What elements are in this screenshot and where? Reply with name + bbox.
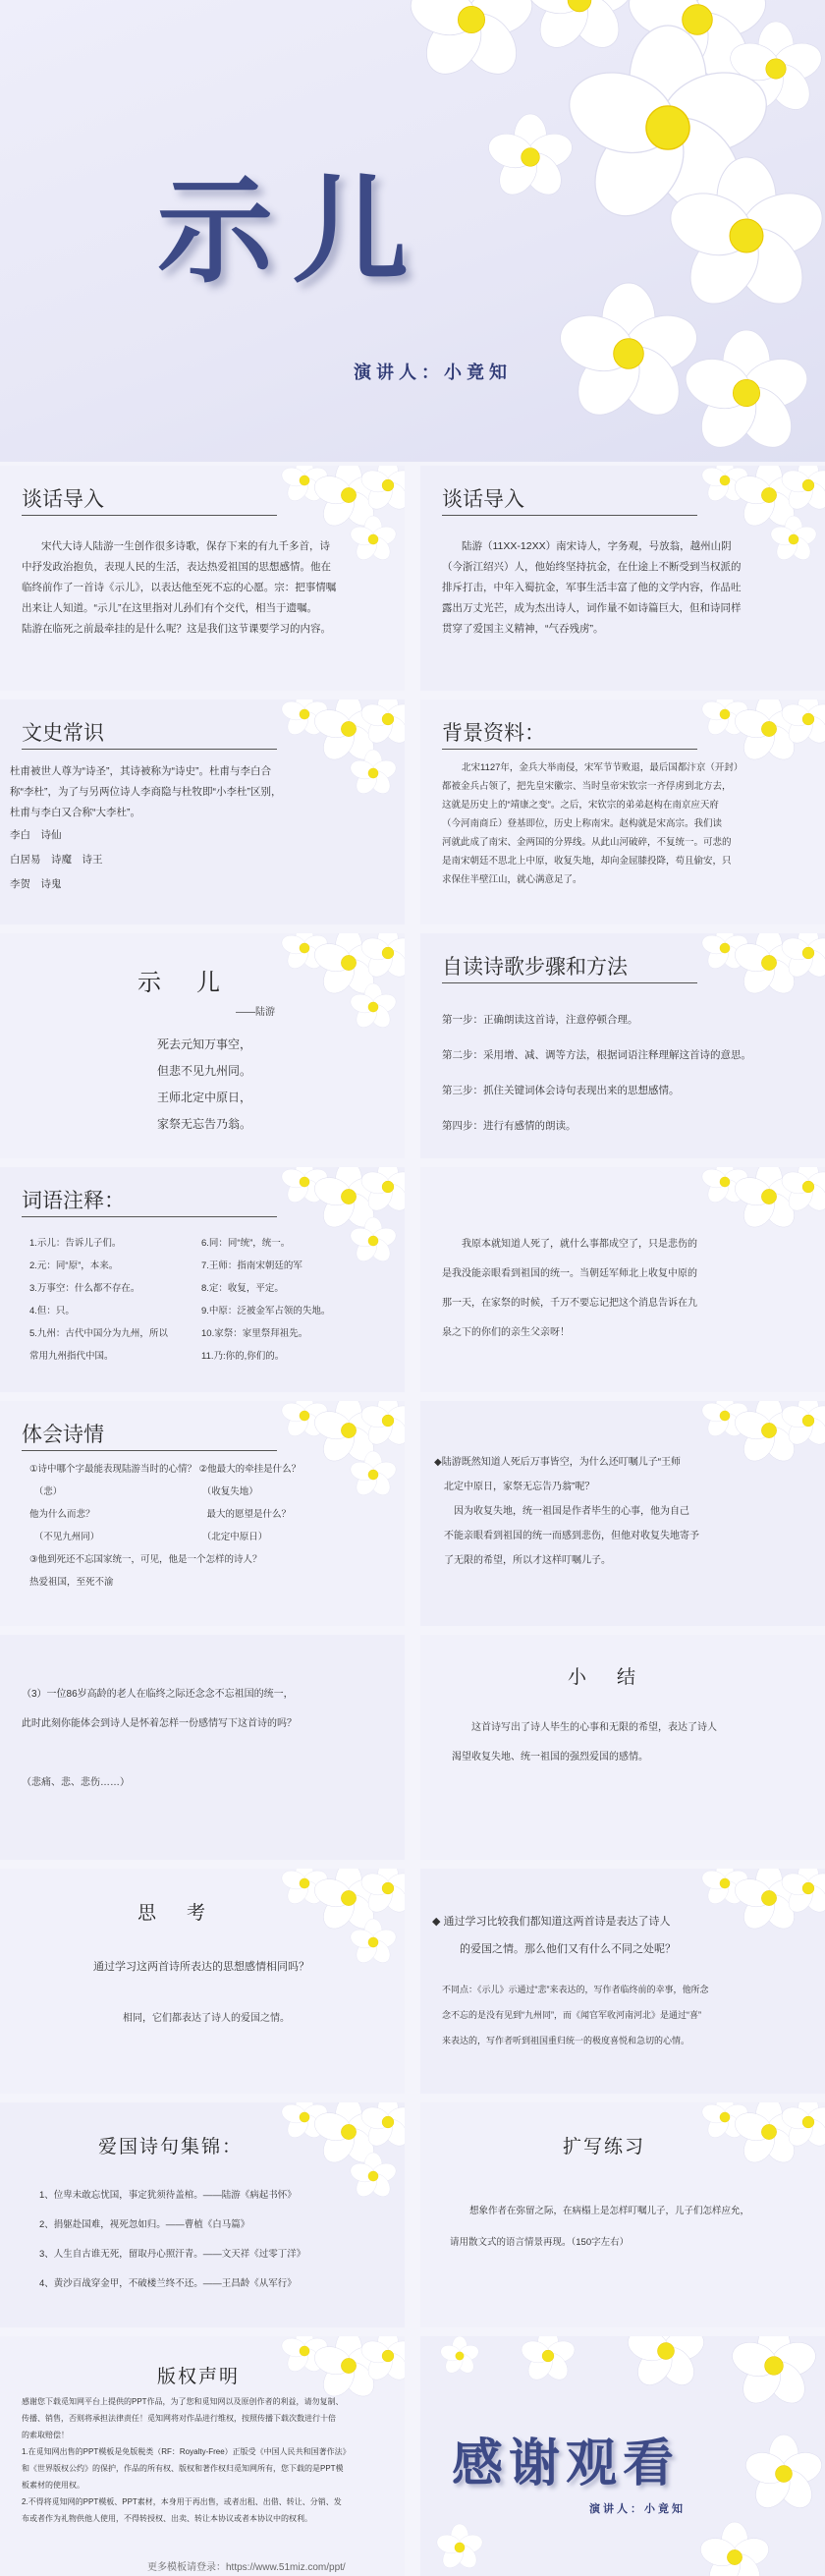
slide-compare — [420, 1869, 825, 2094]
slide-intro-1 — [0, 466, 405, 691]
text-line: 杜甫被世人尊为“诗圣”，其诗被称为“诗史”。杜甫与李白合 — [10, 765, 271, 777]
question-line: ①诗中哪个字最能表现陆游当时的心情？ ②他最大的牵挂是什么？ — [29, 1464, 302, 1475]
text-line: 贯穿了爱国主义精神，“气吞残虏”。 — [442, 623, 604, 635]
slide-title: 谈话导入 — [442, 488, 524, 511]
slide-title: 背景资料： — [442, 722, 545, 745]
thanks-title: 感谢观看 — [452, 2434, 681, 2493]
quote-item: 4、黄沙百战穿金甲，不破楼兰终不还。——王昌龄《从军行》 — [39, 2278, 297, 2289]
title-underline — [22, 749, 277, 750]
text-line: 传播、销售，否则将承担法律责任！觅知网将对作品进行维权，按照传播下载次数进行十倍 — [22, 2414, 336, 2423]
text-line: 是南宋朝廷不思北上中原，收复失地，却向金屈膝投降，苟且偷安，只 — [442, 856, 732, 867]
text-line: 布或者作为礼物供他人使用，不得转授权、出卖、转让本协议或者本协议中的权利。 — [22, 2514, 312, 2523]
question-line: 通过学习这两首诗所表达的思想感情相同吗？ — [93, 1961, 309, 1973]
flower-corner-icon — [695, 2102, 825, 2201]
cover-slide — [0, 0, 825, 462]
slide-discussion — [420, 1401, 825, 1626]
slide-feel-poem — [0, 1401, 405, 1626]
slide-intro-2 — [420, 466, 825, 691]
step-item: 第二步：采用增、减、调等方法，根据词语注释理解这首诗的意思。 — [442, 1049, 751, 1061]
text-line: 出来让人知道。“示儿”在这里指对儿孙们有个交代，相当于遗嘱。 — [22, 602, 317, 614]
slide-question-3 — [0, 1635, 405, 1860]
poem-line: 死去元知万事空， — [157, 1037, 252, 1051]
note-item: 9.中原：泛被金军占领的失地。 — [201, 1306, 331, 1316]
text-line: 北宋1127年，金兵大举南侵，宋军节节败退，最后国都汴京（开封） — [462, 762, 743, 773]
text-line: 泉之下的你们的亲生父亲呀！ — [442, 1327, 570, 1338]
quote-item: 3、人生自古谁无死，留取丹心照汗青。——文天祥《过零丁洋》 — [39, 2249, 306, 2260]
text-line: 中抒发政治抱负，表现人民的生活，表达热爱祖国的思想感情。他在 — [22, 561, 331, 573]
slide-copyright — [0, 2336, 405, 2576]
flower-corner-icon — [275, 1869, 405, 1967]
title-underline — [22, 1450, 277, 1451]
text-line: 念不忘的是没有见到“九州同”，而《闻官军收河南河北》是通过“喜” — [442, 2010, 701, 2020]
note-item: 4.但：只。 — [29, 1306, 75, 1316]
text-line: 那一天，在家祭的时候，千万不要忘记把这个消息告诉在九 — [442, 1298, 697, 1309]
thanks-presenter: 演讲人：小竟知 — [589, 2503, 686, 2515]
text-line: 杜甫与李白又合称“大李杜”。 — [10, 807, 140, 818]
text-line: 因为收复失地，统一祖国是作者毕生的心事，他为自己 — [434, 1506, 689, 1517]
note-item: 8.定：收复，平定。 — [201, 1283, 284, 1294]
note-item: 6.同：同“统”，统一。 — [201, 1238, 291, 1249]
text-line: 称“李杜”，为了与另两位诗人李商隐与杜牧即“小李杜”区别， — [10, 786, 282, 798]
text-line: 排斥打击，中年入蜀抗金，军事生活丰富了他的文学内容，作品吐 — [442, 582, 742, 593]
step-item: 第一步：正确朗读这首诗，注意停顿合理。 — [442, 1014, 638, 1026]
text-line: 露出万丈光芒，成为杰出诗人，词作量不如诗篇巨大，但和诗同样 — [442, 602, 742, 614]
poet-pair: 李贺 诗鬼 — [10, 878, 62, 890]
note-item: 11.乃:你的,你们的。 — [201, 1351, 285, 1362]
slide-literary-knowledge — [0, 700, 405, 924]
text-line: 此时此刻你能体会到诗人是怀着怎样一份感情写下这首诗的吗？ — [22, 1718, 297, 1729]
note-item: 常用九州指代中国。 — [29, 1351, 114, 1362]
text-line: 2.不得将觅知网的PPT模板、PPT素材，本身用于再出售，或者出租、出借、转让、分销、发 — [22, 2497, 342, 2506]
slide-patriotic-quotes — [0, 2102, 405, 2327]
text-line: 陆游在临死之前最牵挂的是什么呢？这是我们这节课要学习的内容。 — [22, 623, 331, 635]
text-line: ◆陆游既然知道人死后万事皆空，为什么还叮嘱儿子“王师 — [434, 1457, 682, 1468]
text-line: 求保住半壁江山，就心满意足了。 — [442, 874, 582, 885]
slide-poem-meaning — [420, 1167, 825, 1392]
poem-line: 但悲不见九州同。 — [157, 1064, 252, 1078]
slide-expansion-exercise — [420, 2102, 825, 2327]
note-item: 5.九州：古代中国分为九州，所以 — [29, 1328, 168, 1339]
title-underline — [22, 1216, 277, 1217]
note-item: 10.家祭：家里祭拜祖先。 — [201, 1328, 308, 1339]
text-line: 请用散文式的语言情景再现。（150字左右） — [450, 2237, 630, 2248]
text-line: 板素材的使用权。 — [22, 2481, 84, 2490]
text-line: 不能亲眼看到祖国的统一而感到悲伤，但他对收复失地寄予 — [434, 1531, 699, 1541]
slide-poem — [0, 933, 405, 1158]
text-line: ◆ 通过学习比较我们都知道这两首诗是表达了诗人 — [432, 1916, 671, 1928]
slide-title: 思 考 — [138, 1903, 212, 1924]
quote-item: 1、位卑未敢忘忧国，事定犹须待盖棺。——陆游《病起书怀》 — [39, 2190, 297, 2201]
text-line: 了无限的希望，所以才这样叮嘱儿子。 — [434, 1555, 611, 1566]
poem-title: 示 儿 — [138, 970, 226, 996]
text-line: 是我没能亲眼看到祖国的统一。当朝廷军师北上收复中原的 — [442, 1268, 697, 1279]
text-line: 感谢您下载觅知网平台上提供的PPT作品，为了您和觅知网以及原创作者的利益，请勿复制、 — [22, 2397, 344, 2406]
text-line: （今浙江绍兴）人，他始终坚持抗金，在仕途上不断受到当权派的 — [442, 561, 742, 573]
text-line: 陆游（11XX-12XX）南宋诗人，字务观，号放翁，越州山阴 — [462, 540, 732, 552]
text-line: 我原本就知道人死了，就什么事都成空了，只是悲伤的 — [462, 1239, 697, 1250]
step-item: 第四步：进行有感情的朗读。 — [442, 1120, 577, 1132]
slide-title: 体会诗情 — [22, 1424, 104, 1446]
text-line — [22, 1739, 395, 1768]
title-underline — [442, 515, 697, 516]
note-item: 2.元：同“原”，本来。 — [29, 1260, 119, 1271]
text-line: （今河南商丘）登基即位，历史上称南宋。赵构就是宋高宗。我们读 — [442, 818, 723, 829]
text-line: 1.在觅知网出售的PPT模板是免版税类（RF：Royalty-Free）正版受《中国人民共和国著作法》 — [22, 2447, 351, 2456]
answer-line: 热爱祖国，至死不渝 — [29, 1577, 114, 1588]
question-line: ③他到死还不忘国家统一，可见，他是一个怎样的诗人？ — [29, 1554, 262, 1565]
note-item: 3.万事空：什么都不存在。 — [29, 1283, 140, 1294]
note-item: 1.示儿：告诉儿子们。 — [29, 1238, 122, 1249]
step-item: 第三步：抓住关键词体会诗句表现出来的思想感情。 — [442, 1085, 680, 1096]
answer-line: （不见九州同） （北定中原日） — [29, 1532, 268, 1542]
answer-line: 相同，它们都表达了诗人的爱国之情。 — [123, 2013, 290, 2024]
slide-think — [0, 1869, 405, 2094]
slide-title: 扩写练习 — [563, 2137, 646, 2157]
text-line: 的索取赔偿！ — [22, 2431, 69, 2439]
footer-link[interactable]: 更多模板请登录：https://www.51miz.com/ppt/ — [147, 2562, 346, 2573]
text-line: 渴望收复失地、统一祖国的强烈爱国的感情。 — [452, 1752, 648, 1763]
note-item: 7.王师：指南宋朝廷的军 — [201, 1260, 302, 1271]
flower-corner-icon — [275, 933, 405, 1032]
text-line: 这首诗写出了诗人毕生的心事和无限的希望，表达了诗人 — [471, 1722, 717, 1733]
title-underline — [22, 515, 277, 516]
text-line: 不同点：《示儿》示通过“悲”来表达的，写作者临终前的幸事，他所念 — [442, 1985, 709, 1994]
text-line: 宋代大诗人陆游一生创作很多诗歌，保存下来的有九千多首，诗 — [41, 540, 330, 552]
poem-line: 家祭无忘告乃翁。 — [157, 1117, 252, 1131]
slide-summary — [420, 1635, 825, 1860]
cover-presenter: 演讲人：小竟知 — [354, 363, 512, 382]
quote-item: 2、捐躯赴国难，视死忽如归。——曹植《白马篇》 — [39, 2219, 250, 2230]
title-underline — [442, 982, 697, 983]
poet-pair: 白居易 诗魔 诗王 — [10, 854, 103, 866]
answer-line: （悲） （收复失地） — [29, 1486, 258, 1497]
poem-line: 王师北定中原日， — [157, 1091, 252, 1104]
slide-word-notes — [0, 1167, 405, 1392]
text-line: 河就此成了南宋、金两国的分界线。从此山河破碎，不复统一。可悲的 — [442, 837, 732, 848]
question-line: 他为什么而悲？ 最大的愿望是什么？ — [29, 1509, 292, 1520]
title-underline — [442, 749, 697, 750]
slide-title: 文史常识 — [22, 722, 104, 745]
text-line: （3）一位86岁高龄的老人在临终之际还念念不忘祖国的统一， — [22, 1689, 294, 1700]
slide-title: 爱国诗句集锦： — [98, 2137, 244, 2157]
text-line: 都被金兵占领了，把先皇宋徽宗、当时皇帝宋钦宗一齐俘虏到北方去， — [442, 781, 732, 792]
flower-cluster-icon — [373, 0, 825, 462]
slide-title: 版权声明 — [157, 2367, 241, 2387]
text-line: （悲痛、悲、悲伤……） — [22, 1777, 130, 1788]
slide-title: 自读诗歌步骤和方法 — [442, 956, 628, 979]
text-line: 的爱国之情。那么他们又有什么不同之处呢？ — [460, 1943, 676, 1955]
text-line: 北定中原日，家祭无忘告乃翁”呢？ — [434, 1482, 595, 1492]
cover-title: 示儿 — [157, 162, 429, 299]
text-line: 来表达的，写作者听到祖国重归统一的极度喜悦和急切的心情。 — [442, 2036, 690, 2045]
slide-reading-steps — [420, 933, 825, 1158]
poem-author: ——陆游 — [236, 1007, 275, 1018]
slide-title: 谈话导入 — [22, 488, 104, 511]
text-line: 和《世界版权公约》的保护，作品的所有权、版权和著作权归觅知网所有，您下载的是PPT模 — [22, 2464, 344, 2473]
slide-title: 小 结 — [568, 1667, 642, 1688]
slide-background — [420, 700, 825, 924]
text-line: 临终前作了一首诗《示儿》，以表达他至死不忘的心愿。宗：把事情嘱 — [22, 582, 337, 593]
slide-title: 词语注释： — [22, 1190, 125, 1212]
poet-pair: 李白 诗仙 — [10, 829, 62, 841]
text-line: 这就是历史上的“靖康之变”。之后，宋钦宗的弟弟赵构在南京应天府 — [442, 800, 719, 811]
text-line: 想象作者在弥留之际，在病榻上是怎样叮嘱儿子，儿子们怎样应允， — [469, 2206, 750, 2216]
